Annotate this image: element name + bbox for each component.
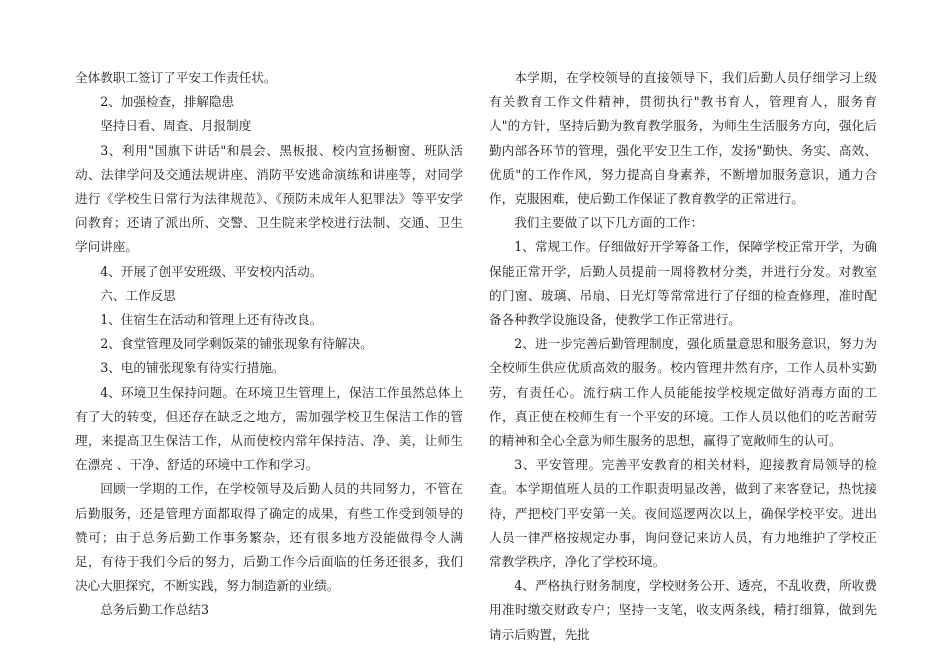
paragraph: 2、食堂管理及同学剩饭菜的铺张现象有待解决。 (100, 336, 373, 352)
paragraph: 坚持日看、周查、月报制度 (100, 118, 252, 134)
paragraph: 4、严格执行财务制度，学校财务公开、透亮，不乱收费，所收费用准时缴交财政专户；坚持一支笔，收支两条线，精打细算，做到先请示后购置，先批 (489, 578, 877, 642)
paragraph: 3、平安管理。完善平安教育的相关材料，迎接教育局领导的检查。本学期值班人员的工作职责明显改善，做到了来客登记，热忱接待，严把校门平安第一关。夜间巡逻两次以上，确保学校平安。进出人员一律严格按规定办事，询问登记来访人员，有力地维护了学校正常教学秩序，净化了学校环境。 (489, 457, 877, 570)
paragraph: 本学期，在学校领导的直接领导下，我们后勤人员仔细学习上级有关教育工作文件精神，贯彻执行"教书育人，管理育人，服务育人"的方针，坚持后勤为教育教学服务，为师生生活服务方向，强化后勤内部各环节的管理，强化平安卫生工作，发扬"勤快、务实、高效、优质"的工作作风，努力提高自身素养，不断增加服务意识，通力合作，克服困难，使后勤工作保证了教育教学的正常进行。 (489, 70, 877, 207)
paragraph: 全体教职工签订了平安工作责任状。 (75, 70, 277, 85)
paragraph: 4、环境卫生保持问题。在环境卫生管理上，保洁工作虽然总体上有了大的转变，但还存在缺乏之地方，需加强学校卫生保洁工作的管理，来提高卫生保洁工作，从而使校内常年保持洁、净、美，让师生在漂亮 、干净、舒适的环境中工作和学习。 (75, 384, 463, 473)
right-column (489, 66, 877, 647)
paragraph: 3、利用"国旗下讲话"和晨会、黑板报、校内宣扬橱窗、班队活动、法律学问及交通法规讲座、消防平安逃命演练和讲座等，对同学进行《学校生日常行为法律规范》、《预防未成年人犯罪法》等平安学问教育；还请了派出所、交警、卫生院来学校进行法制、交通、卫生学问讲座。 (75, 142, 463, 255)
paragraph: 4、开展了创平安班级、平安校内活动。 (100, 263, 323, 279)
paragraph: 1、住宿生在活动和管理上还有待改良。 (100, 312, 323, 328)
section-heading: 六、工作反思 (100, 287, 176, 303)
paragraph: 1、常规工作。仔细做好开学筹备工作，保障学校正常开学，为确保能正常开学，后勤人员提前一周将教材分类，并进行分发。对教室的门窗、玻璃、吊扇、日光灯等常常进行了仔细的检查修理，准时配备各种教学设施设备，使教学工作正常进行。 (489, 239, 877, 328)
paragraph: 回顾一学期的工作，在学校领导及后勤人员的共同努力，不管在后勤服务，还是管理方面都取得了确定的成果，有些工作受到领导的赞可；由于总务后勤工作事务繁杂，还有很多地方没能做得令人满足，有待于我们今后的努力，后勤工作今后面临的任务还很多，我们决心大胆探究，不断实践，努力制造新的业绩。 (75, 481, 463, 594)
section-title: 总务后勤工作总结3 (100, 602, 209, 618)
paragraph: 我们主要做了以下几方面的工作： (514, 215, 704, 231)
paragraph: 3、电的铺张现象有待实行措施。 (100, 360, 285, 376)
paragraph: 2、加强检查，排解隐患 (100, 94, 235, 110)
paragraph: 2、进一步完善后勤管理制度，强化质量意思和服务意识，努力为全校师生供应优质高效的服务。校内管理井然有序，工作人员朴实勤劳，有责任心。流行病工作人员能能按学校规定做好消毒方面的工作，真正使在校师生有一个平安的环境。工作人员以他们的吃苦耐劳的精神和全心全意为师生服务的思想，赢得了宽敞师生的认可。 (489, 336, 877, 449)
left-column (75, 66, 463, 623)
